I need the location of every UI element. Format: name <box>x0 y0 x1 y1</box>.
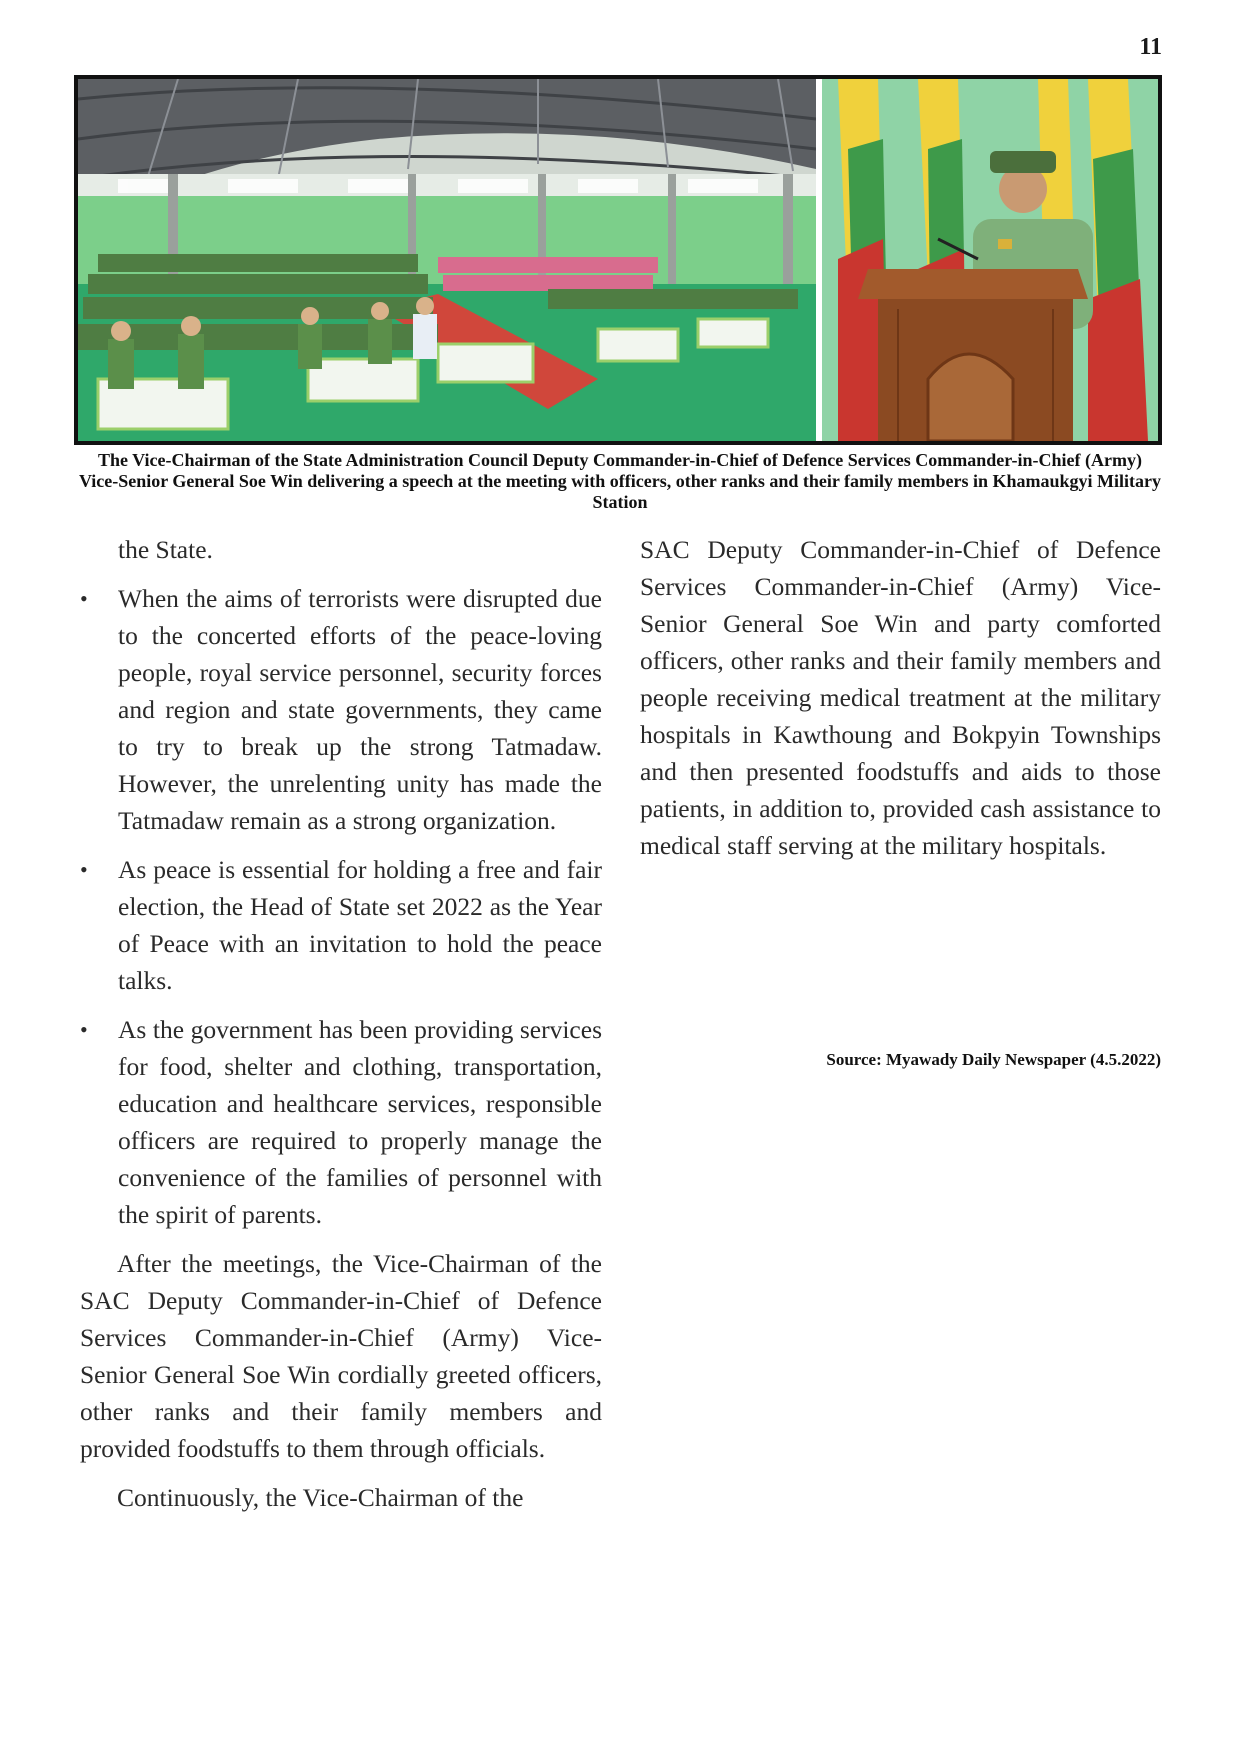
left-column <box>80 531 602 1516</box>
bullet-icon: • <box>80 1017 88 1042</box>
lead-line: the State. <box>118 535 213 564</box>
speaker-podium-photo <box>822 79 1158 441</box>
photo-caption: The Vice-Chairman of the State Administration Council Deputy Commander-in-Chief of Defence Services Commander-in-Chief (Army) Vice-Senior General Soe Win delivering a speech at the meeting with officers, other ranks and their family members in Khamaukgyi Military Station <box>78 450 1162 512</box>
bullet-icon: • <box>80 586 88 611</box>
bullet-text: As the government has been providing services for food, shelter and clothing, transportation, education and healthcare services, responsible officers are required to properly manage the convenience of the families of personnel with the spirit of parents. <box>118 1015 602 1229</box>
source-credit: Source: Myawady Daily Newspaper (4.5.2022) <box>826 1050 1161 1069</box>
bullet-text: As peace is essential for holding a free and fair election, the Head of State set 2022 as the Year of Peace with an invitation to hold the peace talks. <box>118 855 602 995</box>
paragraph: SAC Deputy Commander-in-Chief of Defence Services Commander-in-Chief (Army) Vice-Senior General Soe Win and party comforted officers, other ranks and their family members and people receiving medical treatment at the military hospitals in Kawthoung and Bokpyin Townships and then presented foodstuffs and aids to those patients, in addition to, provided cash assistance to medical staff serving at the military hospitals. <box>640 535 1161 860</box>
list-item <box>80 1011 602 1233</box>
list-item <box>80 851 602 999</box>
page-number: 11 <box>1139 34 1162 60</box>
meeting-photos <box>78 79 1158 441</box>
hall-meeting-photo <box>78 79 816 441</box>
paragraph: After the meetings, the Vice-Chairman of the SAC Deputy Commander-in-Chief of Defence Services Commander-in-Chief (Army) Vice-Senior General Soe Win cordially greeted officers, other ranks and their family members and provided foodstuffs to them through officials. <box>80 1249 602 1463</box>
photo-frame <box>74 75 1162 445</box>
bullet-list <box>80 580 602 1233</box>
bullet-text: When the aims of terrorists were disrupted due to the concerted efforts of the peace-loving people, royal service personnel, security forces and region and state governments, they came to try to break up the strong Tatmadaw. However, the unrelenting unity has made the Tatmadaw remain as a strong organization. <box>118 584 602 835</box>
list-item <box>80 580 602 839</box>
paragraph: Continuously, the Vice-Chairman of the <box>117 1483 524 1512</box>
bullet-icon: • <box>80 857 88 882</box>
right-column <box>640 531 1161 864</box>
